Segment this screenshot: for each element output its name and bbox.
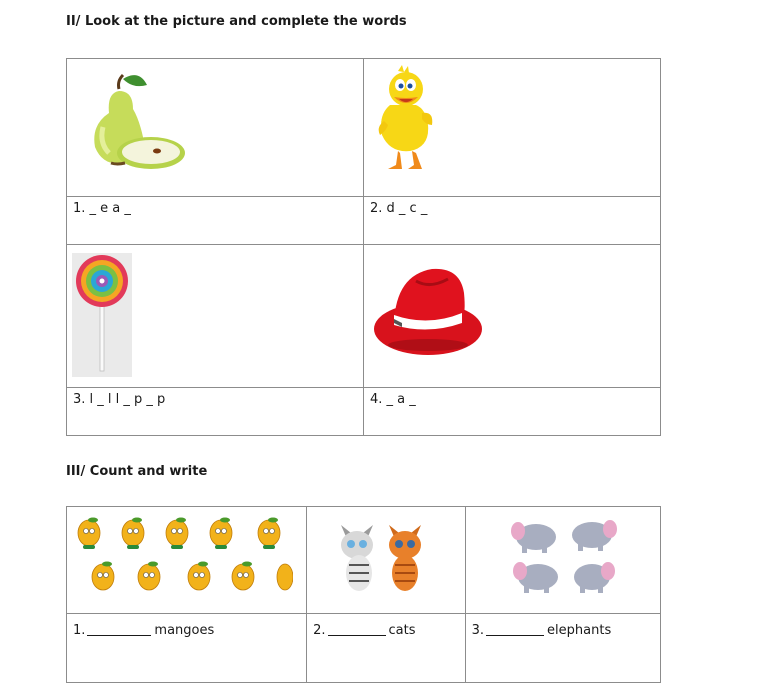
lollipop-cell bbox=[67, 245, 364, 388]
elephants-image bbox=[510, 515, 620, 599]
section-3-heading: III/ Count and write bbox=[66, 464, 208, 479]
item-4-label: 4. _ a _ bbox=[370, 392, 416, 407]
count-3-blank[interactable] bbox=[486, 635, 544, 636]
count-1-number: 1. bbox=[73, 623, 86, 638]
cats-image bbox=[333, 517, 433, 595]
count-2-number: 2. bbox=[313, 623, 326, 638]
count-3-word: elephants bbox=[547, 623, 612, 638]
cats-cell bbox=[307, 507, 466, 614]
count-2-word: cats bbox=[388, 623, 416, 638]
count-3-number: 3. bbox=[471, 623, 485, 638]
count-1-word: mangoes bbox=[154, 623, 215, 638]
pear-image bbox=[81, 67, 201, 177]
duck-image bbox=[372, 65, 442, 175]
hat-image bbox=[372, 263, 482, 359]
count-2-cell bbox=[307, 614, 466, 683]
item-2-cell bbox=[364, 197, 661, 245]
section-2-heading: II/ Look at the picture and complete the words bbox=[66, 14, 407, 29]
item-3-cell bbox=[67, 388, 364, 436]
elephants-cell bbox=[465, 507, 660, 614]
item-1-cell bbox=[67, 197, 364, 245]
mangoes-image bbox=[73, 515, 293, 601]
pear-cell bbox=[67, 59, 364, 197]
item-3-label: 3. l _ l l _ p _ p bbox=[73, 392, 166, 407]
count-3-cell bbox=[465, 614, 660, 683]
hat-cell bbox=[364, 245, 661, 388]
count-write-table bbox=[66, 506, 661, 683]
count-1-cell bbox=[67, 614, 307, 683]
lollipop-image bbox=[72, 253, 132, 377]
mangoes-cell bbox=[67, 507, 307, 614]
item-4-cell bbox=[364, 388, 661, 436]
item-2-label: 2. d _ c _ bbox=[370, 201, 428, 216]
word-completion-table bbox=[66, 58, 661, 436]
duck-cell bbox=[364, 59, 661, 197]
item-1-label: 1. _ e a _ bbox=[73, 201, 131, 216]
count-2-blank[interactable] bbox=[328, 635, 386, 636]
count-1-blank[interactable] bbox=[87, 635, 151, 636]
